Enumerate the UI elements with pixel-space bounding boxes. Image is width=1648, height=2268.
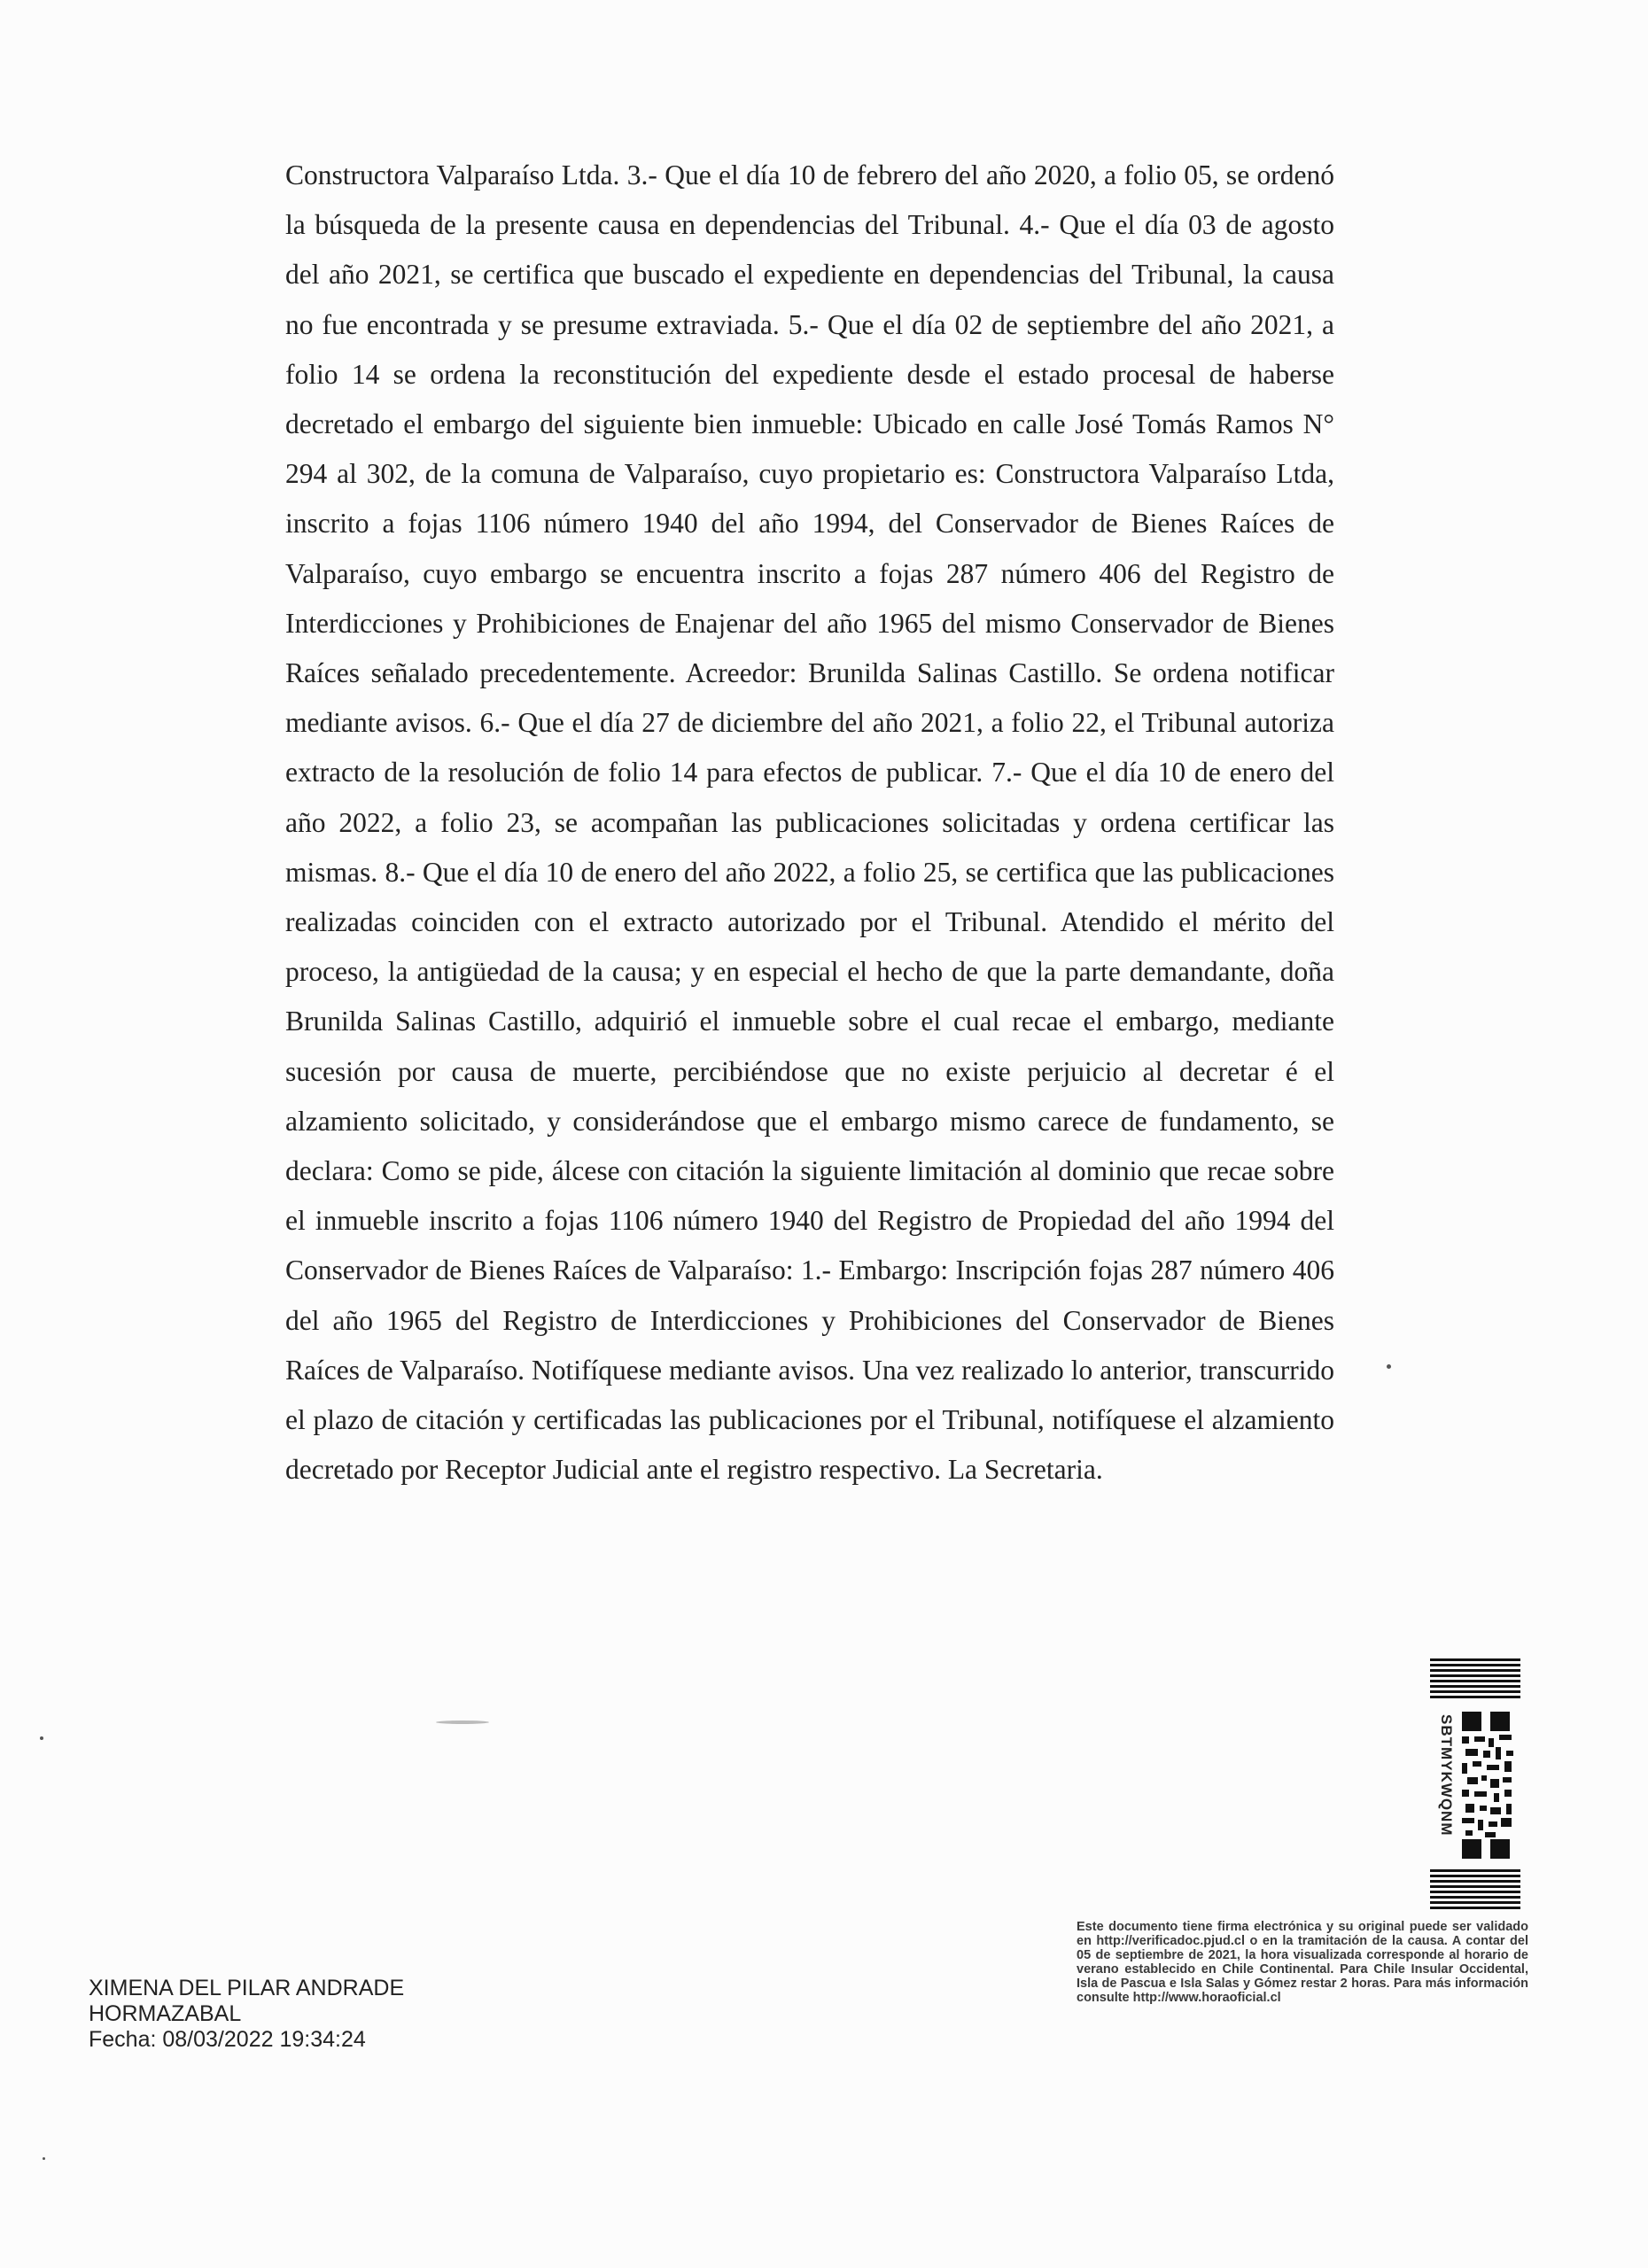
scan-speck [436,1720,489,1724]
verification-code: SBTMYKWQNM [1438,1714,1455,1837]
signature-date: Fecha: 08/03/2022 19:34:24 [89,2027,366,2052]
resolution-body-text: Constructora Valparaíso Ltda. 3.- Que el día 10 de febrero del año 2020, a folio 05, se ordenó la búsqueda de la presente causa en dependencias del Tribunal. 4.- Que el día 03 de agosto del año 2021, se certifica que buscado el expediente en dependencias del Tribunal, la causa no fue encontrada y se presume extraviada. 5.- Que el día 02 de septiembre del año 2021, a folio 14 se ordena la reconstitución del expediente desde el estado procesal de haberse decretado el embargo del siguiente bien inmueble: Ubicado en calle José Tomás Ramos N° 294 al 302, de la comuna de Valparaíso, cuyo propietario es: Constructora Valparaíso Ltda, inscrito a fojas 1106 número 1940 del año 1994, del Conservador de Bienes Raíces de Valparaíso, cuyo embargo se encuentra inscrito a fojas 287 número 406 del Registro de Interdicciones y Prohibiciones de Enajenar del año 1965 del mismo Conservador de Bienes Raíces señalado precedentemente. Acreedor: Brunilda Salinas Castillo. Se ordena notificar mediante avisos. 6.- Que el día 27 de diciembre del año 2021, a folio 22, el Tribunal autoriza extracto de la resolución de folio 14 para efectos de publicar. 7.- Que el día 10 de enero del año 2022, a folio 23, se acompañan las publicaciones solicitadas y ordena certificar las mismas. 8.- Que el día 10 de enero del año 2022, a folio 25, se certifica que las publicaciones realizadas coinciden con el extracto autorizado por el Tribunal. Atendido el mérito del proceso, la antigüedad de la causa; y en especial el hecho de que la parte demandante, doña Brunilda Salinas Castillo, adquirió el inmueble sobre el cual recae el embargo, mediante sucesión por causa de muerte, percibiéndose que no existe perjuicio al decretar é el alzamiento solicitado, y considerándose que el embargo mismo carece de fundamento, se declara: Como se pide, álcese con citación la siguiente limitación al dominio que recae sobre el inmueble inscrito a fojas 1106 número 1940 del Registro de Propiedad del año 1994 del Conservador de Bienes Raíces de Valparaíso: 1.- Embargo: Inscripción fojas 287 número 406 del año 1965 del Registro de Interdicciones y Prohibiciones del Conservador de Bienes Raíces de Valparaíso. Notifíquese mediante avisos. Una vez realizado lo anterior, transcurrido el plazo de citación y certificadas las publicaciones por el Tribunal, notifíquese el alzamiento decretado por Receptor Judicial ante el registro respectivo. La Secretaria. [285,159,1334,1486]
qr-top-stripes [1430,1658,1520,1698]
qr-matrix [1462,1712,1513,1859]
qr-bottom-stripes [1430,1869,1520,1909]
scan-speck [40,1736,43,1740]
signer-name-line2: HORMAZABAL [89,2001,242,2026]
signature-block [89,1976,404,2053]
signer-name-line1: XIMENA DEL PILAR ANDRADE [89,1976,405,2000]
electronic-signature-notice: Este documento tiene firma electrónica y su original puede ser validado en http://verificadoc.pjud.cl o en la tramitación de la causa. A contar del 05 de septiembre de 2021, la hora visualizada corresponde al horario de verano establecido en Chile Continental. Para Chile Insular Occidental, Isla de Pascua e Isla Salas y Gómez restar 2 horas. Para más información consulte http://www.horaoficial.cl [1077,1920,1528,2005]
scan-speck [1387,1364,1391,1369]
scan-speck [43,2157,45,2160]
